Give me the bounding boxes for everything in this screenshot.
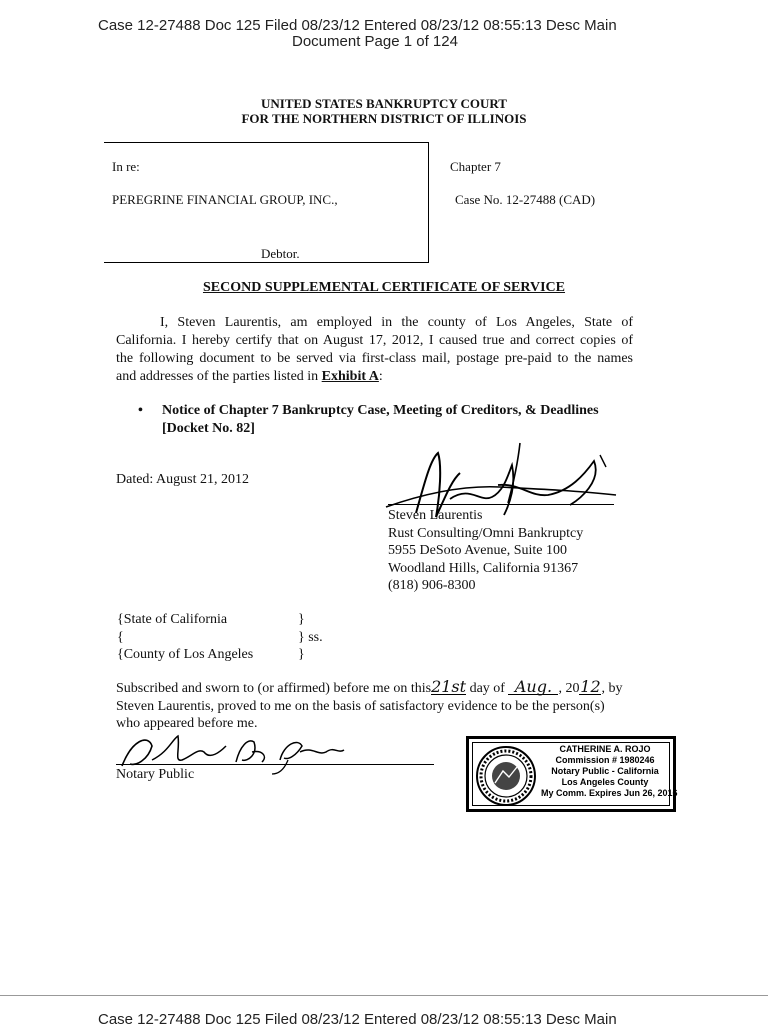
document-title: SECOND SUPPLEMENTAL CERTIFICATE OF SERVICE [202,280,566,295]
stamp-text-block [541,744,678,799]
signature-line [388,504,614,505]
bullet-dot: • [138,403,143,418]
paragraph-line-4 [116,368,633,386]
notary-stamp [466,736,676,812]
case-number: Case No. 12-27488 (CAD) [455,192,596,207]
signer-address2: Woodland Hills, California 91367 [388,560,579,576]
filing-header-line1: Case 12-27488 Doc 125 Filed 08/23/12 Entered 08/23/12 08:55:13 Desc Main [98,17,617,34]
filing-footer-line1: Case 12-27488 Doc 125 Filed 08/23/12 Entered 08/23/12 08:55:13 Desc Main [98,1011,617,1028]
jurat-line2: Steven Laurentis, proved to me on the basis of satisfactory evidence to be the person(s) [116,698,605,714]
served-document-line1: Notice of Chapter 7 Bankruptcy Case, Meeting of Creditors, & Deadlines [162,403,599,418]
jurat-line3: who appeared before me. [116,716,258,731]
paragraph-line-2: California. I hereby certify that on August 17, 2012, I caused true and correct copies of [116,333,633,348]
venue-county: {County of Los Angeles [117,647,254,662]
chapter-label: Chapter 7 [450,159,501,174]
court-name: UNITED STATES BANKRUPTCY COURT [261,96,507,111]
page-break-rule [0,995,768,996]
stamp-commission: Commission # 1980246 [555,755,655,765]
court-district: FOR THE NORTHERN DISTRICT OF ILLINOIS [241,111,527,126]
in-re-label: In re: [112,159,140,174]
signer-phone: (818) 906-8300 [388,578,476,593]
served-document-line2: [Docket No. 82] [162,421,255,436]
venue-state: {State of California [117,612,228,627]
signer-address1: 5955 DeSoto Avenue, Suite 100 [388,543,568,558]
debtor-label: Debtor. [261,246,300,261]
debtor-name: PEREGRINE FINANCIAL GROUP, INC., [112,192,338,207]
venue-right-brace-3: } [298,647,305,662]
exhibit-a-reference: Exhibit A [321,369,379,384]
paragraph-line-4-text: and addresses of the parties listed in [116,369,322,384]
jurat-day-handwritten: 21st [431,677,467,696]
jurat-month-handwritten: Aug. [508,680,558,695]
dated-line: Dated: August 21, 2012 [116,472,249,487]
jurat-line1 [116,677,623,698]
venue-right-brace-1: } [298,612,305,627]
stamp-expiration: My Comm. Expires Jun 26, 2016 [541,788,678,798]
venue-ss: } ss. [298,629,323,645]
certificate-paragraph [116,314,633,386]
venue-brace: { [117,629,124,645]
jurat-text-2: day of [469,681,505,696]
jurat-year-handwritten: 12 [580,677,601,696]
paragraph-line-3: the following document to be served via first-class mail, postage pre-paid to the names [116,351,633,366]
caption-bottom-rule [104,262,429,263]
state-seal-icon [475,745,537,807]
jurat-text-3: , 20 [558,681,580,696]
signer-name: Steven Laurentis [388,508,483,523]
paragraph-line-4-colon: : [378,369,383,384]
paragraph-line-1: I, Steven Laurentis, am employed in the county of Los Angeles, State of [160,315,633,330]
filing-header-line2: Document Page 1 of 124 [292,33,458,50]
signer-company: Rust Consulting/Omni Bankruptcy [388,525,584,541]
stamp-notary-state: Notary Public - California [551,766,659,776]
caption-divider [428,142,429,263]
caption-top-rule [104,142,429,143]
stamp-county: Los Angeles County [561,777,649,787]
notary-signature-line [116,764,434,765]
notary-public-label: Notary Public [116,767,195,782]
stamp-notary-name: CATHERINE A. ROJO [559,744,651,754]
jurat-text-1: Subscribed and sworn to (or affirmed) before me on this [116,681,432,696]
jurat-text-4: , by [601,681,623,696]
